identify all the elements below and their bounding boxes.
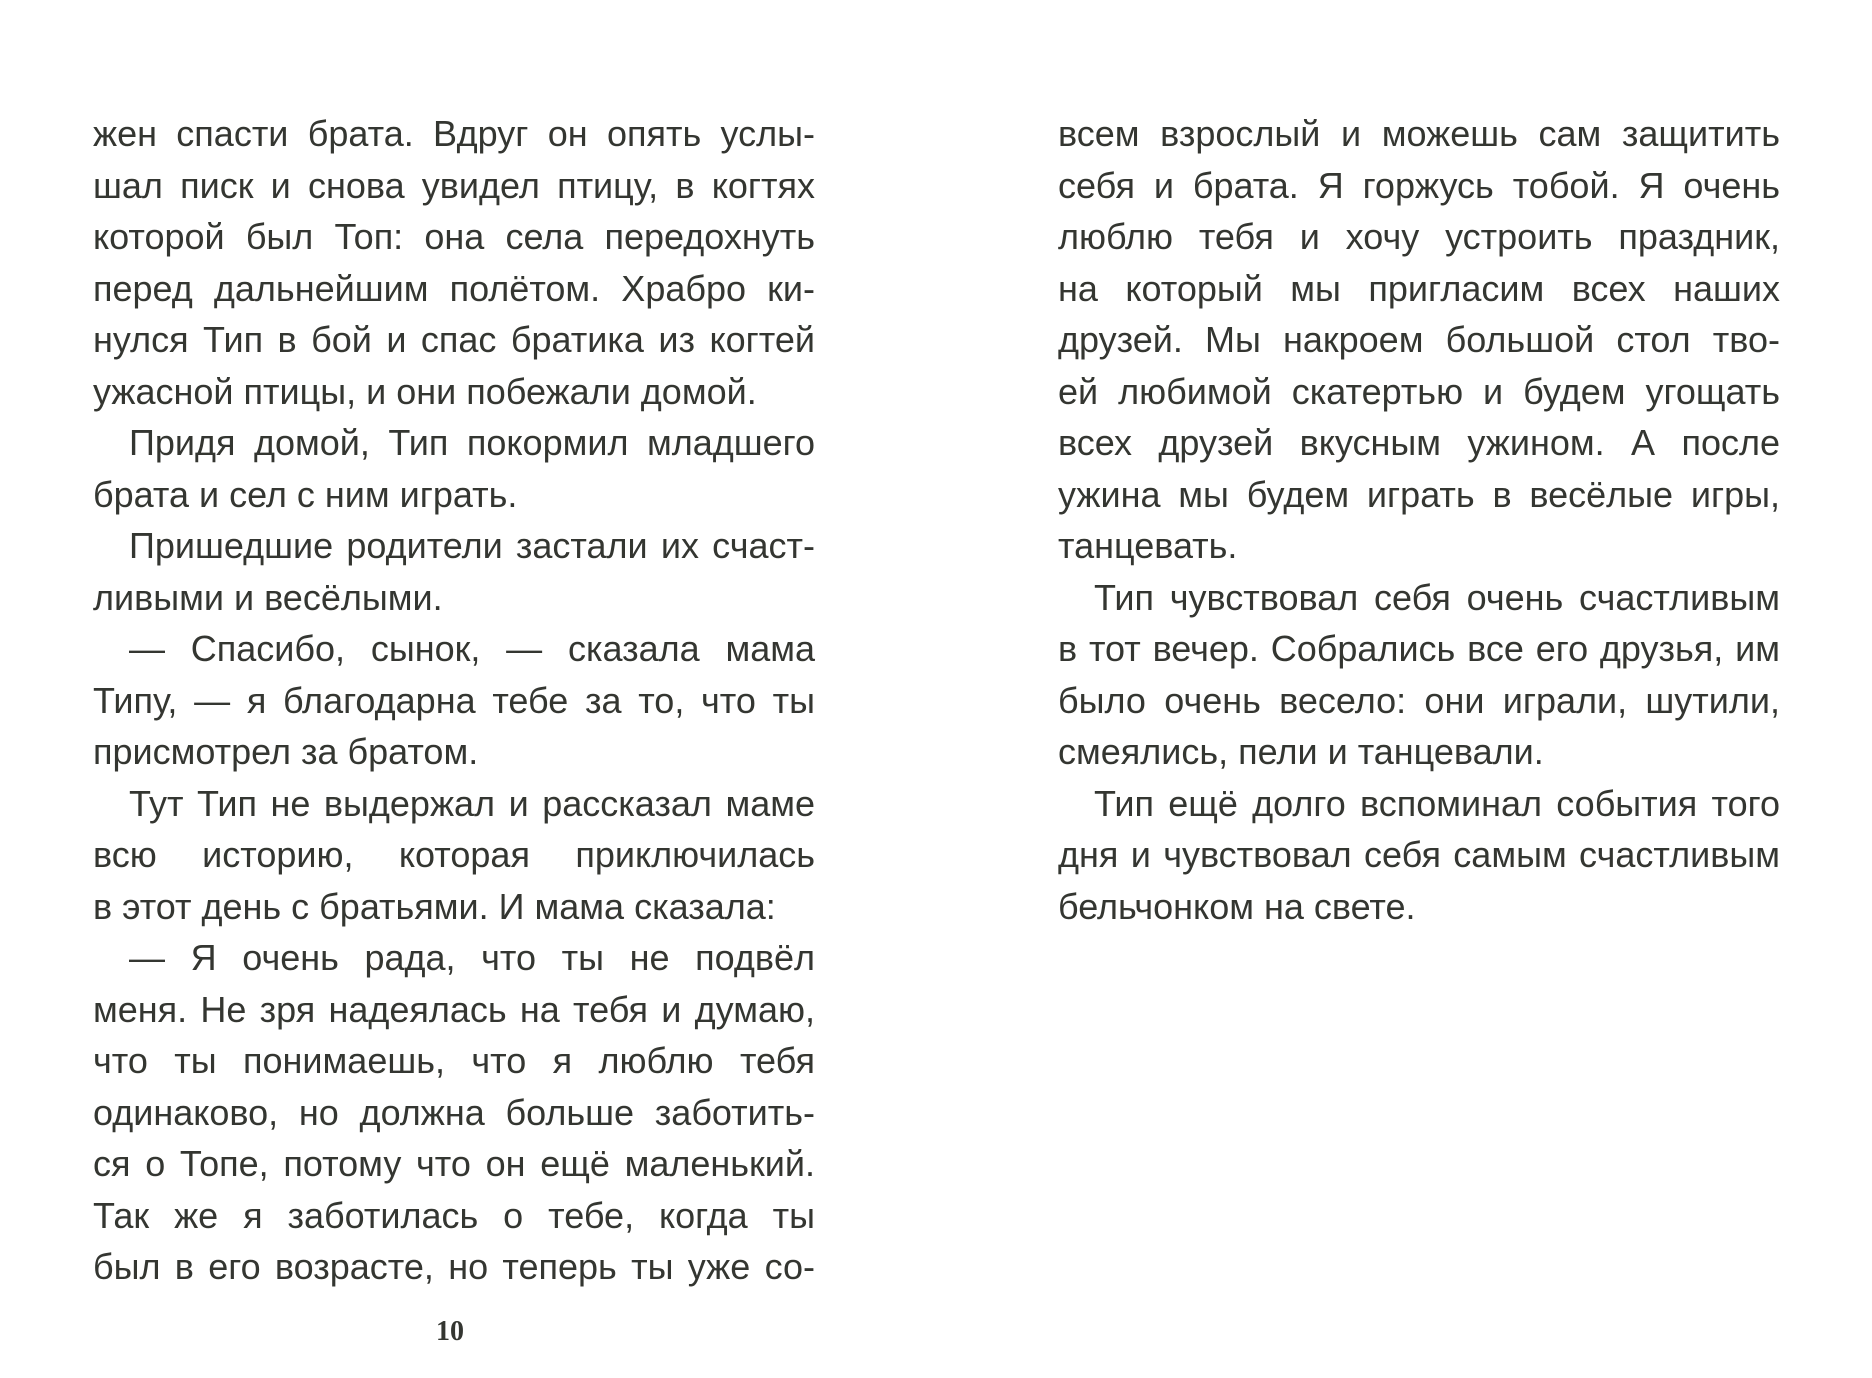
text-line: Тип чувствовал себя очень счастливым [1094,576,1780,618]
text-line: ужина мы будем играть в весёлые игры, [1058,473,1780,515]
text-line: был в его возрасте, но теперь ты уже со- [93,1246,815,1287]
text-line: Типу, — я благодарна тебе за то, что ты [93,679,815,721]
text-line: на который мы пригласим всех наших [1058,267,1780,309]
text-line: ся о Топе, потому что он ещё маленький. [93,1143,815,1184]
text-line: ужасной птицы, и они побежали домой. [93,370,757,412]
text-line: меня. Не зря надеялась на тебя и думаю, [93,988,815,1030]
text-line: дня и чувствовал себя самым счастливым [1058,834,1780,875]
text-line: Пришедшие родители застали их счаст- [129,525,815,566]
page-number: 10 [436,1316,464,1347]
text-line: которой был Топ: она села передохнуть [93,216,815,257]
text-line: нулся Тип в бой и спас братика из когтей [93,319,815,360]
text-line: что ты понимаешь, что я люблю тебя [93,1040,815,1081]
text-line: всю историю, которая приключилась [93,834,815,875]
text-line: бельчонком на свете. [1058,885,1416,927]
text-line: одинаково, но должна больше заботить- [93,1091,815,1133]
text-line: шал писк и снова увидел птицу, в когтях [93,164,815,206]
text-line: Тут Тип не выдержал и рассказал маме [129,782,815,824]
text-line: было очень весело: они играли, шутили, [1058,679,1780,721]
text-line: Так же я заботилась о тебе, когда ты [93,1194,815,1236]
left-page-text [93,108,815,1293]
text-line: — Я очень рада, что ты не подвёл [129,937,815,978]
text-line: Придя домой, Тип покормил младшего [129,422,815,463]
text-line: ей любимой скатертью и будем угощать [1058,370,1780,412]
text-line: в этот день с братьями. И мама сказала: [93,885,776,927]
text-line: друзей. Мы накроем большой стол тво- [1058,319,1780,360]
text-line: танцевать. [1058,525,1238,566]
right-page-text [1058,108,1780,932]
text-line: всем взрослый и можешь сам защитить [1058,113,1780,154]
text-line: в тот вечер. Собрались все его друзья, им [1058,628,1780,669]
text-line: брата и сел с ним играть. [93,473,518,515]
text-line: смеялись, пели и танцевали. [1058,731,1544,772]
text-line: Тип ещё долго вспоминал события того [1094,782,1780,824]
text-line: люблю тебя и хочу устроить праздник, [1058,216,1780,257]
text-line: перед дальнейшим полётом. Храбро ки- [93,267,815,309]
text-line: всех друзей вкусным ужином. А после [1058,422,1780,463]
text-line: себя и брата. Я горжусь тобой. Я очень [1058,164,1780,206]
text-line: ливыми и весёлыми. [93,576,443,618]
text-line: жен спасти брата. Вдруг он опять услы- [93,113,815,154]
text-line: присмотрел за братом. [93,731,479,772]
text-line: — Спасибо, сынок, — сказала мама [129,628,815,669]
